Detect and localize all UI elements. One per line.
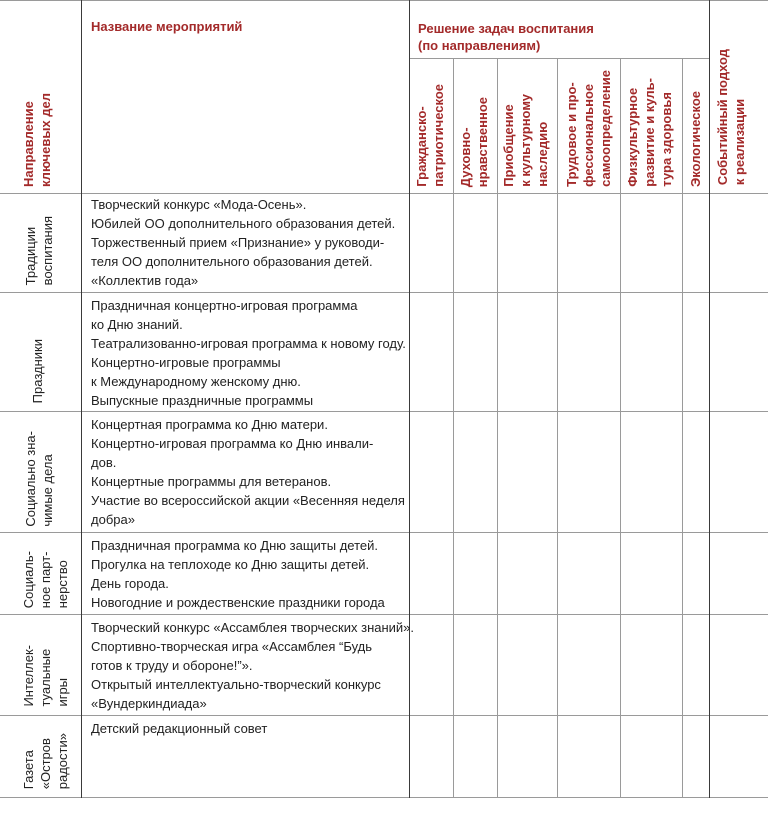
tasks-subheader-divider (409, 58, 709, 59)
task-direction-line: Трудовое и про- (564, 82, 579, 187)
event-item: Спортивно-творческая игра «Ассамблея “Будь (91, 639, 373, 654)
row-direction-partnership (20, 551, 71, 608)
direction-line: Социально зна- (23, 431, 38, 527)
row-direction-holidays (29, 339, 46, 403)
column-divider (557, 58, 558, 798)
task-direction-heritage (500, 94, 551, 187)
task-direction-labor (563, 70, 614, 187)
row-divider (0, 614, 768, 615)
event-item: Концертная программа ко Дню матери. (91, 417, 328, 432)
event-item: «Вундеркиндиада» (91, 696, 207, 711)
task-direction-moral (457, 97, 491, 187)
row-divider (0, 411, 768, 412)
event-item: добра» (91, 512, 135, 527)
column-divider (81, 0, 82, 798)
task-direction-line: тура здоровья (659, 92, 674, 187)
event-item: Прогулка на теплоходе ко Дню защиты детей. (91, 557, 370, 572)
direction-line: чимые дела (40, 454, 55, 527)
event-item: Праздничная концертно-игровая программа (91, 298, 358, 313)
row-direction-social (22, 431, 56, 527)
event-item: Выпускные праздничные программы (91, 393, 314, 408)
event-item: ко Дню знаний. (91, 317, 183, 332)
event-item: Творческий конкурс «Ассамблея творческих знаний». (91, 620, 415, 635)
direction-line: радости» (55, 732, 70, 789)
row-events-traditions (91, 195, 395, 290)
task-direction-line: Физкультурное (625, 88, 640, 187)
event-item: к Международному женскому дню. (91, 374, 301, 389)
header-approach-line1: Событийный подход (715, 48, 730, 185)
row-divider (0, 292, 768, 293)
direction-line: Праздники (30, 338, 45, 403)
event-item: дов. (91, 455, 117, 470)
event-item: теля ОО дополнительного образования детей. (91, 254, 373, 269)
task-direction-line: развитие и куль- (642, 78, 657, 187)
direction-line: Газета (21, 749, 36, 789)
event-item: Концертно-игровые программы (91, 355, 281, 370)
task-direction-civic (413, 84, 447, 187)
row-events-social (91, 415, 405, 529)
task-direction-ecology (687, 91, 704, 187)
column-divider (453, 58, 454, 798)
row-events-intellectual (91, 618, 414, 713)
row-divider (0, 797, 768, 798)
event-item: Юбилей ОО дополнительного образования детей. (91, 216, 396, 231)
row-divider (0, 715, 768, 716)
row-events-partnership (91, 536, 385, 612)
event-item: «Коллектив года» (91, 273, 199, 288)
header-tasks-line2: (по направлениям) (418, 38, 541, 53)
row-divider (0, 532, 768, 533)
header-approach-line2: к реализации (732, 98, 747, 185)
event-item: Торжественный прием «Признание» у руководи- (91, 235, 385, 250)
header-direction-line2: ключевых дел (38, 93, 53, 187)
direction-line: ное парт- (38, 551, 53, 608)
direction-line: туальные (38, 649, 53, 707)
column-divider (620, 58, 621, 798)
direction-line: игры (55, 678, 70, 707)
header-direction-line1: Направление (21, 101, 36, 187)
direction-line: воспитания (40, 215, 55, 285)
column-divider (682, 58, 683, 798)
event-item: Новогодние и рождественские праздники города (91, 595, 385, 610)
direction-line: Интеллек- (21, 645, 36, 707)
event-item: Концертные программы для ветеранов. (91, 474, 332, 489)
direction-line: Социаль- (21, 550, 36, 608)
task-direction-line: Духовно- (458, 127, 473, 187)
event-item: готов к труду и обороне!”». (91, 658, 253, 673)
row-direction-traditions (22, 216, 56, 285)
event-item: Творческий конкурс «Мода-Осень». (91, 197, 307, 212)
task-direction-line: Гражданско- (414, 106, 429, 187)
row-direction-newspaper (20, 733, 71, 789)
task-direction-line: к культурному (518, 94, 533, 187)
event-item: Концертно-игровая программа ко Дню инвали- (91, 436, 374, 451)
row-direction-intellectual (20, 645, 71, 707)
row-events-newspaper (91, 719, 267, 738)
event-item: Открытый интеллектуально-творческий конкурс (91, 677, 381, 692)
event-item: Праздничная программа ко Дню защиты детей. (91, 538, 378, 553)
task-direction-line: наследию (535, 122, 550, 187)
direction-line: Традиции (23, 226, 38, 285)
event-item: Детский редакционный совет (91, 721, 268, 736)
header-events: Название мероприятий (91, 19, 243, 34)
header-tasks (418, 20, 594, 54)
row-events-holidays (91, 296, 406, 410)
event-item: День города. (91, 576, 169, 591)
direction-line: «Остров (38, 737, 53, 789)
column-divider (497, 58, 498, 798)
task-direction-line: патриотическое (431, 84, 446, 187)
task-direction-health (624, 78, 675, 187)
event-item: Театрализованно-игровая программа к новому году. (91, 336, 406, 351)
header-approach (714, 49, 748, 185)
event-item: Участие во всероссийской акции «Весенняя неделя (91, 493, 405, 508)
task-direction-line: нравственное (475, 96, 490, 187)
header-direction (20, 93, 54, 187)
header-tasks-line1: Решение задач воспитания (418, 21, 594, 36)
row-divider (0, 193, 768, 194)
task-direction-line: Приобщение (501, 104, 516, 187)
task-direction-line: фессиональное (581, 83, 596, 187)
direction-line: нерство (55, 559, 70, 608)
task-direction-line: самоопределение (598, 70, 613, 187)
column-divider (709, 0, 710, 798)
task-direction-line: Экологическое (688, 91, 703, 187)
row-divider (0, 0, 768, 1)
